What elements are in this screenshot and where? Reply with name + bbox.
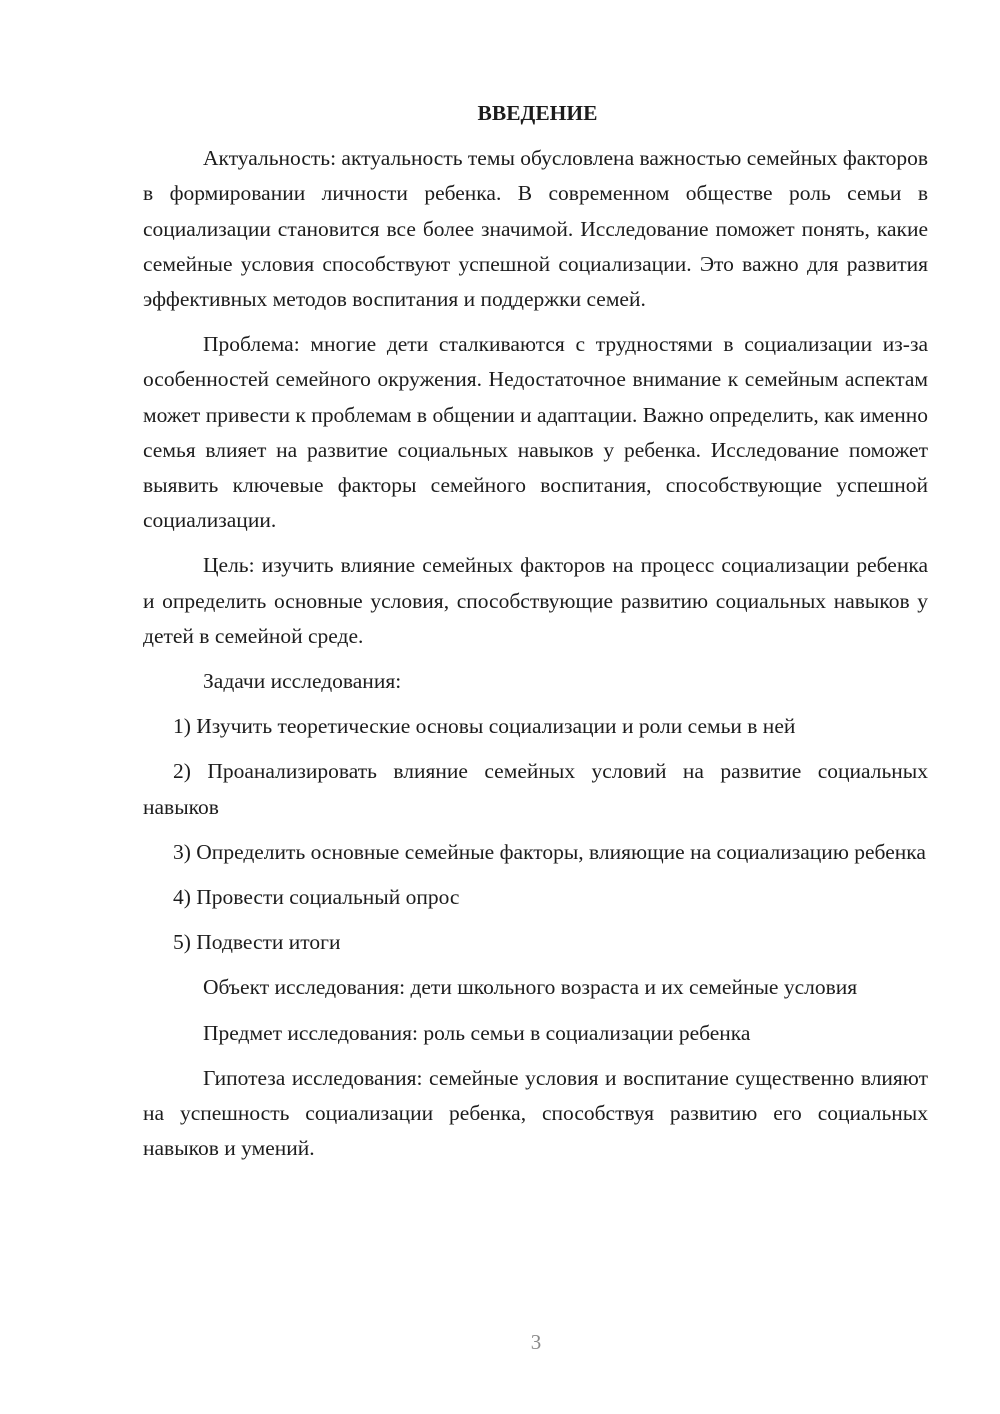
list-item: 1) Изучить теоретические основы социализации и роли семьи в ней: [173, 714, 796, 739]
tasks-heading: Задачи исследования:: [203, 669, 402, 694]
list-item: 3) Определить основные семейные факторы, влияющие на социализацию ребенка: [173, 839, 926, 864]
paragraph-subject: Предмет исследования: роль семьи в социализации ребенка: [203, 1020, 751, 1045]
page-content: [143, 96, 928, 1166]
paragraph-problem: Проблема: многие дети сталкиваются с трудностями в социализации из-за особенностей семейного окружения. Недостаточное внимание к семейным аспектам может привести к проблемам в общении и адаптации. Важно определить, как именно семья влияет на развитие социальных навыков у ребенка. Исследование поможет выявить ключевые факторы семейного воспитания, способствующие успешной социализации.: [143, 332, 928, 533]
section-title: ВВЕДЕНИЕ: [477, 101, 598, 125]
paragraph-relevance: Актуальность: актуальность темы обусловлена важностью семейных факторов в формировании личности ребенка. В современном обществе роль семьи в социализации становится все более значимой. Исследование поможет понять, какие семейные условия способствуют успешной социализации. Это важно для развития эффективных методов воспитания и поддержки семей.: [143, 146, 928, 312]
paragraph-object: Объект исследования: дети школьного возраста и их семейные условия: [203, 975, 858, 1000]
paragraph-goal: Цель: изучить влияние семейных факторов на процесс социализации ребенка и определить основные условия, способствующие развитию социальных навыков у детей в семейной среде.: [143, 553, 928, 648]
tasks-list: [143, 709, 928, 960]
list-item: 2) Проанализировать влияние семейных условий на развитие социальных навыков: [143, 759, 928, 819]
paragraph-hypothesis: Гипотеза исследования: семейные условия и воспитание существенно влияют на успешность социализации ребенка, способствуя развитию его социальных навыков и умений.: [143, 1065, 928, 1161]
page-number: 3: [530, 1330, 542, 1354]
list-item: 4) Провести социальный опрос: [173, 885, 460, 910]
list-item: 5) Подвести итоги: [173, 930, 341, 955]
